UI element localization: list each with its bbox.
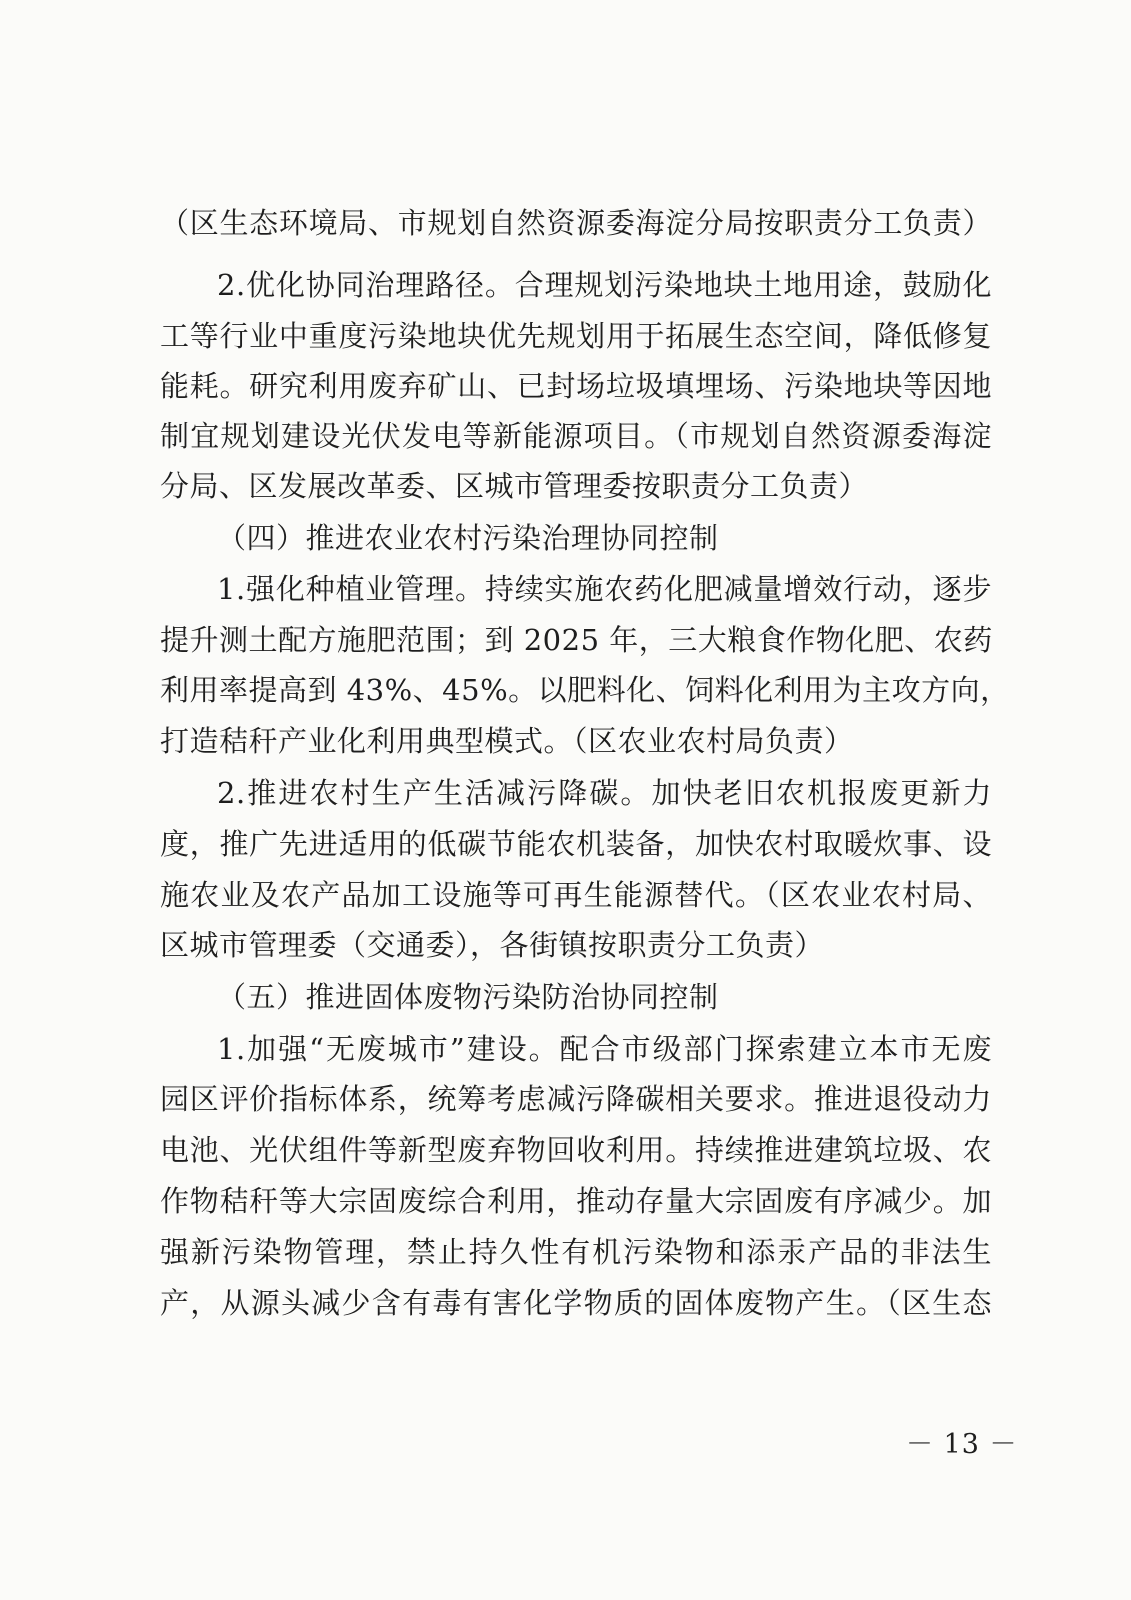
text-line: 强新污染物管理，禁止持久性有机污染物和添汞产品的非法生 (160, 1235, 992, 1269)
text-line: 制宜规划建设光伏发电等新能源项目。（市规划自然资源委海淀 (160, 419, 992, 453)
text-line: 区城市管理委（交通委），各街镇按职责分工负责） (160, 928, 825, 962)
text-line: 提升测土配方施肥范围；到 2025 年，三大粮食作物化肥、农药 (160, 623, 993, 657)
text-line: 园区评价指标体系，统筹考虑减污降碳相关要求。推进退役动力 (160, 1082, 992, 1116)
text-line: 度，推广先进适用的低碳节能农机装备，加快农村取暖炊事、设 (160, 827, 992, 861)
text-line: 施农业及农产品加工设施等可再生能源替代。（区农业农村局、 (160, 878, 992, 912)
text-line: 分局、区发展改革委、区城市管理委按职责分工负责） (160, 469, 869, 503)
text-line: 电池、光伏组件等新型废弃物回收利用。持续推进建筑垃圾、农 (160, 1133, 992, 1167)
text-line: 2.优化协同治理路径。合理规划污染地块土地用途，鼓励化 (217, 268, 992, 302)
section-heading: （四）推进农业农村污染治理协同控制 (217, 521, 719, 555)
section-heading: （五）推进固体废物污染防治协同控制 (217, 980, 719, 1014)
text-line: 打造秸秆产业化利用典型模式。（区农业农村局负责） (160, 724, 854, 758)
page-number: － 13 － (906, 1429, 1018, 1460)
text-line: 作物秸秆等大宗固废综合利用，推动存量大宗固废有序减少。加 (160, 1184, 992, 1218)
text-line: 1.强化种植业管理。持续实施农药化肥减量增效行动，逐步 (217, 572, 992, 606)
text-line: 产，从源头减少含有毒有害化学物质的固体废物产生。（区生态 (160, 1286, 992, 1320)
text-line: 利用率提高到 43%、45%。以肥料化、饲料化利用为主攻方向， (160, 673, 1010, 707)
text-line: 能耗。研究利用废弃矿山、已封场垃圾填埋场、污染地块等因地 (160, 369, 992, 403)
text-line: 工等行业中重度污染地块优先规划用于拓展生态空间，降低修复 (160, 319, 992, 353)
text-line: （区生态环境局、市规划自然资源委海淀分局按职责分工负责） (160, 206, 992, 240)
text-line: 1.加强“无废城市”建设。配合市级部门探索建立本市无废 (217, 1032, 992, 1066)
text-line: 2.推进农村生产生活减污降碳。加快老旧农机报废更新力 (217, 776, 992, 810)
